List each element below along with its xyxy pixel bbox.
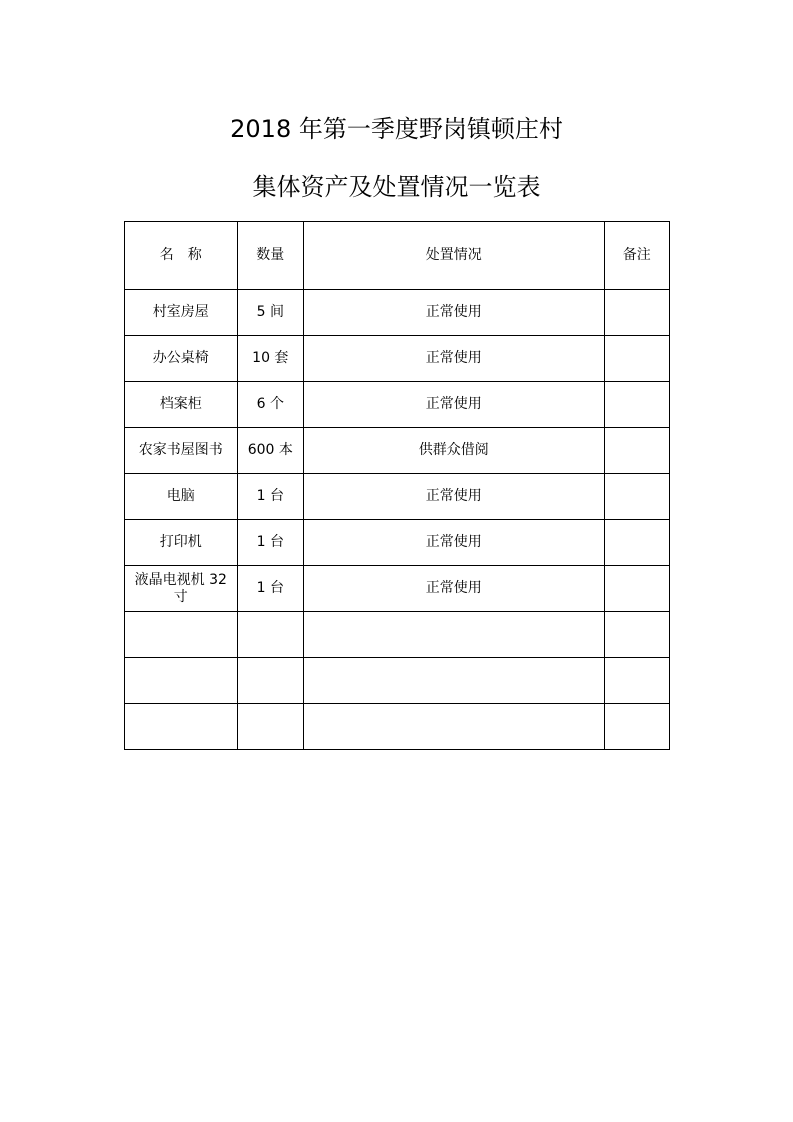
cell-note — [604, 474, 669, 520]
cell-name — [125, 658, 238, 704]
cell-note — [604, 658, 669, 704]
cell-note — [604, 336, 669, 382]
cell-name: 液晶电视机 32 寸 — [125, 566, 238, 612]
cell-note — [604, 428, 669, 474]
table-header-row — [125, 222, 670, 290]
cell-quantity: 6 个 — [237, 382, 303, 428]
cell-note — [604, 704, 669, 750]
header-name: 名 称 — [125, 222, 238, 290]
cell-status — [303, 612, 604, 658]
cell-quantity: 600 本 — [237, 428, 303, 474]
table-row — [125, 290, 670, 336]
cell-quantity — [237, 612, 303, 658]
cell-status: 正常使用 — [303, 566, 604, 612]
cell-name: 打印机 — [125, 520, 238, 566]
document-title-line-2: 集体资产及处置情况一览表 — [252, 173, 541, 201]
table-row — [125, 566, 670, 612]
table-row — [125, 704, 670, 750]
document-title-line-1: 2018 年第一季度野岗镇顿庄村 — [230, 115, 563, 143]
cell-quantity: 5 间 — [237, 290, 303, 336]
cell-quantity: 1 台 — [237, 520, 303, 566]
table-row — [125, 474, 670, 520]
cell-status — [303, 704, 604, 750]
cell-status: 正常使用 — [303, 290, 604, 336]
header-quantity: 数量 — [237, 222, 303, 290]
cell-note — [604, 382, 669, 428]
cell-name: 村室房屋 — [125, 290, 238, 336]
cell-status: 供群众借阅 — [303, 428, 604, 474]
table-row — [125, 520, 670, 566]
asset-table — [124, 221, 670, 750]
cell-quantity — [237, 704, 303, 750]
cell-status: 正常使用 — [303, 474, 604, 520]
cell-quantity: 10 套 — [237, 336, 303, 382]
cell-quantity: 1 台 — [237, 566, 303, 612]
cell-name — [125, 612, 238, 658]
cell-status — [303, 658, 604, 704]
header-status: 处置情况 — [303, 222, 604, 290]
cell-name: 办公桌椅 — [125, 336, 238, 382]
cell-name: 电脑 — [125, 474, 238, 520]
cell-status: 正常使用 — [303, 336, 604, 382]
cell-quantity — [237, 658, 303, 704]
table-row — [125, 658, 670, 704]
cell-name: 农家书屋图书 — [125, 428, 238, 474]
header-note: 备注 — [604, 222, 669, 290]
cell-status: 正常使用 — [303, 382, 604, 428]
cell-name: 档案柜 — [125, 382, 238, 428]
cell-note — [604, 290, 669, 336]
table-row — [125, 382, 670, 428]
cell-name — [125, 704, 238, 750]
cell-status: 正常使用 — [303, 520, 604, 566]
cell-note — [604, 520, 669, 566]
table-row — [125, 428, 670, 474]
cell-note — [604, 612, 669, 658]
cell-note — [604, 566, 669, 612]
table-row — [125, 612, 670, 658]
table-row — [125, 336, 670, 382]
cell-quantity: 1 台 — [237, 474, 303, 520]
